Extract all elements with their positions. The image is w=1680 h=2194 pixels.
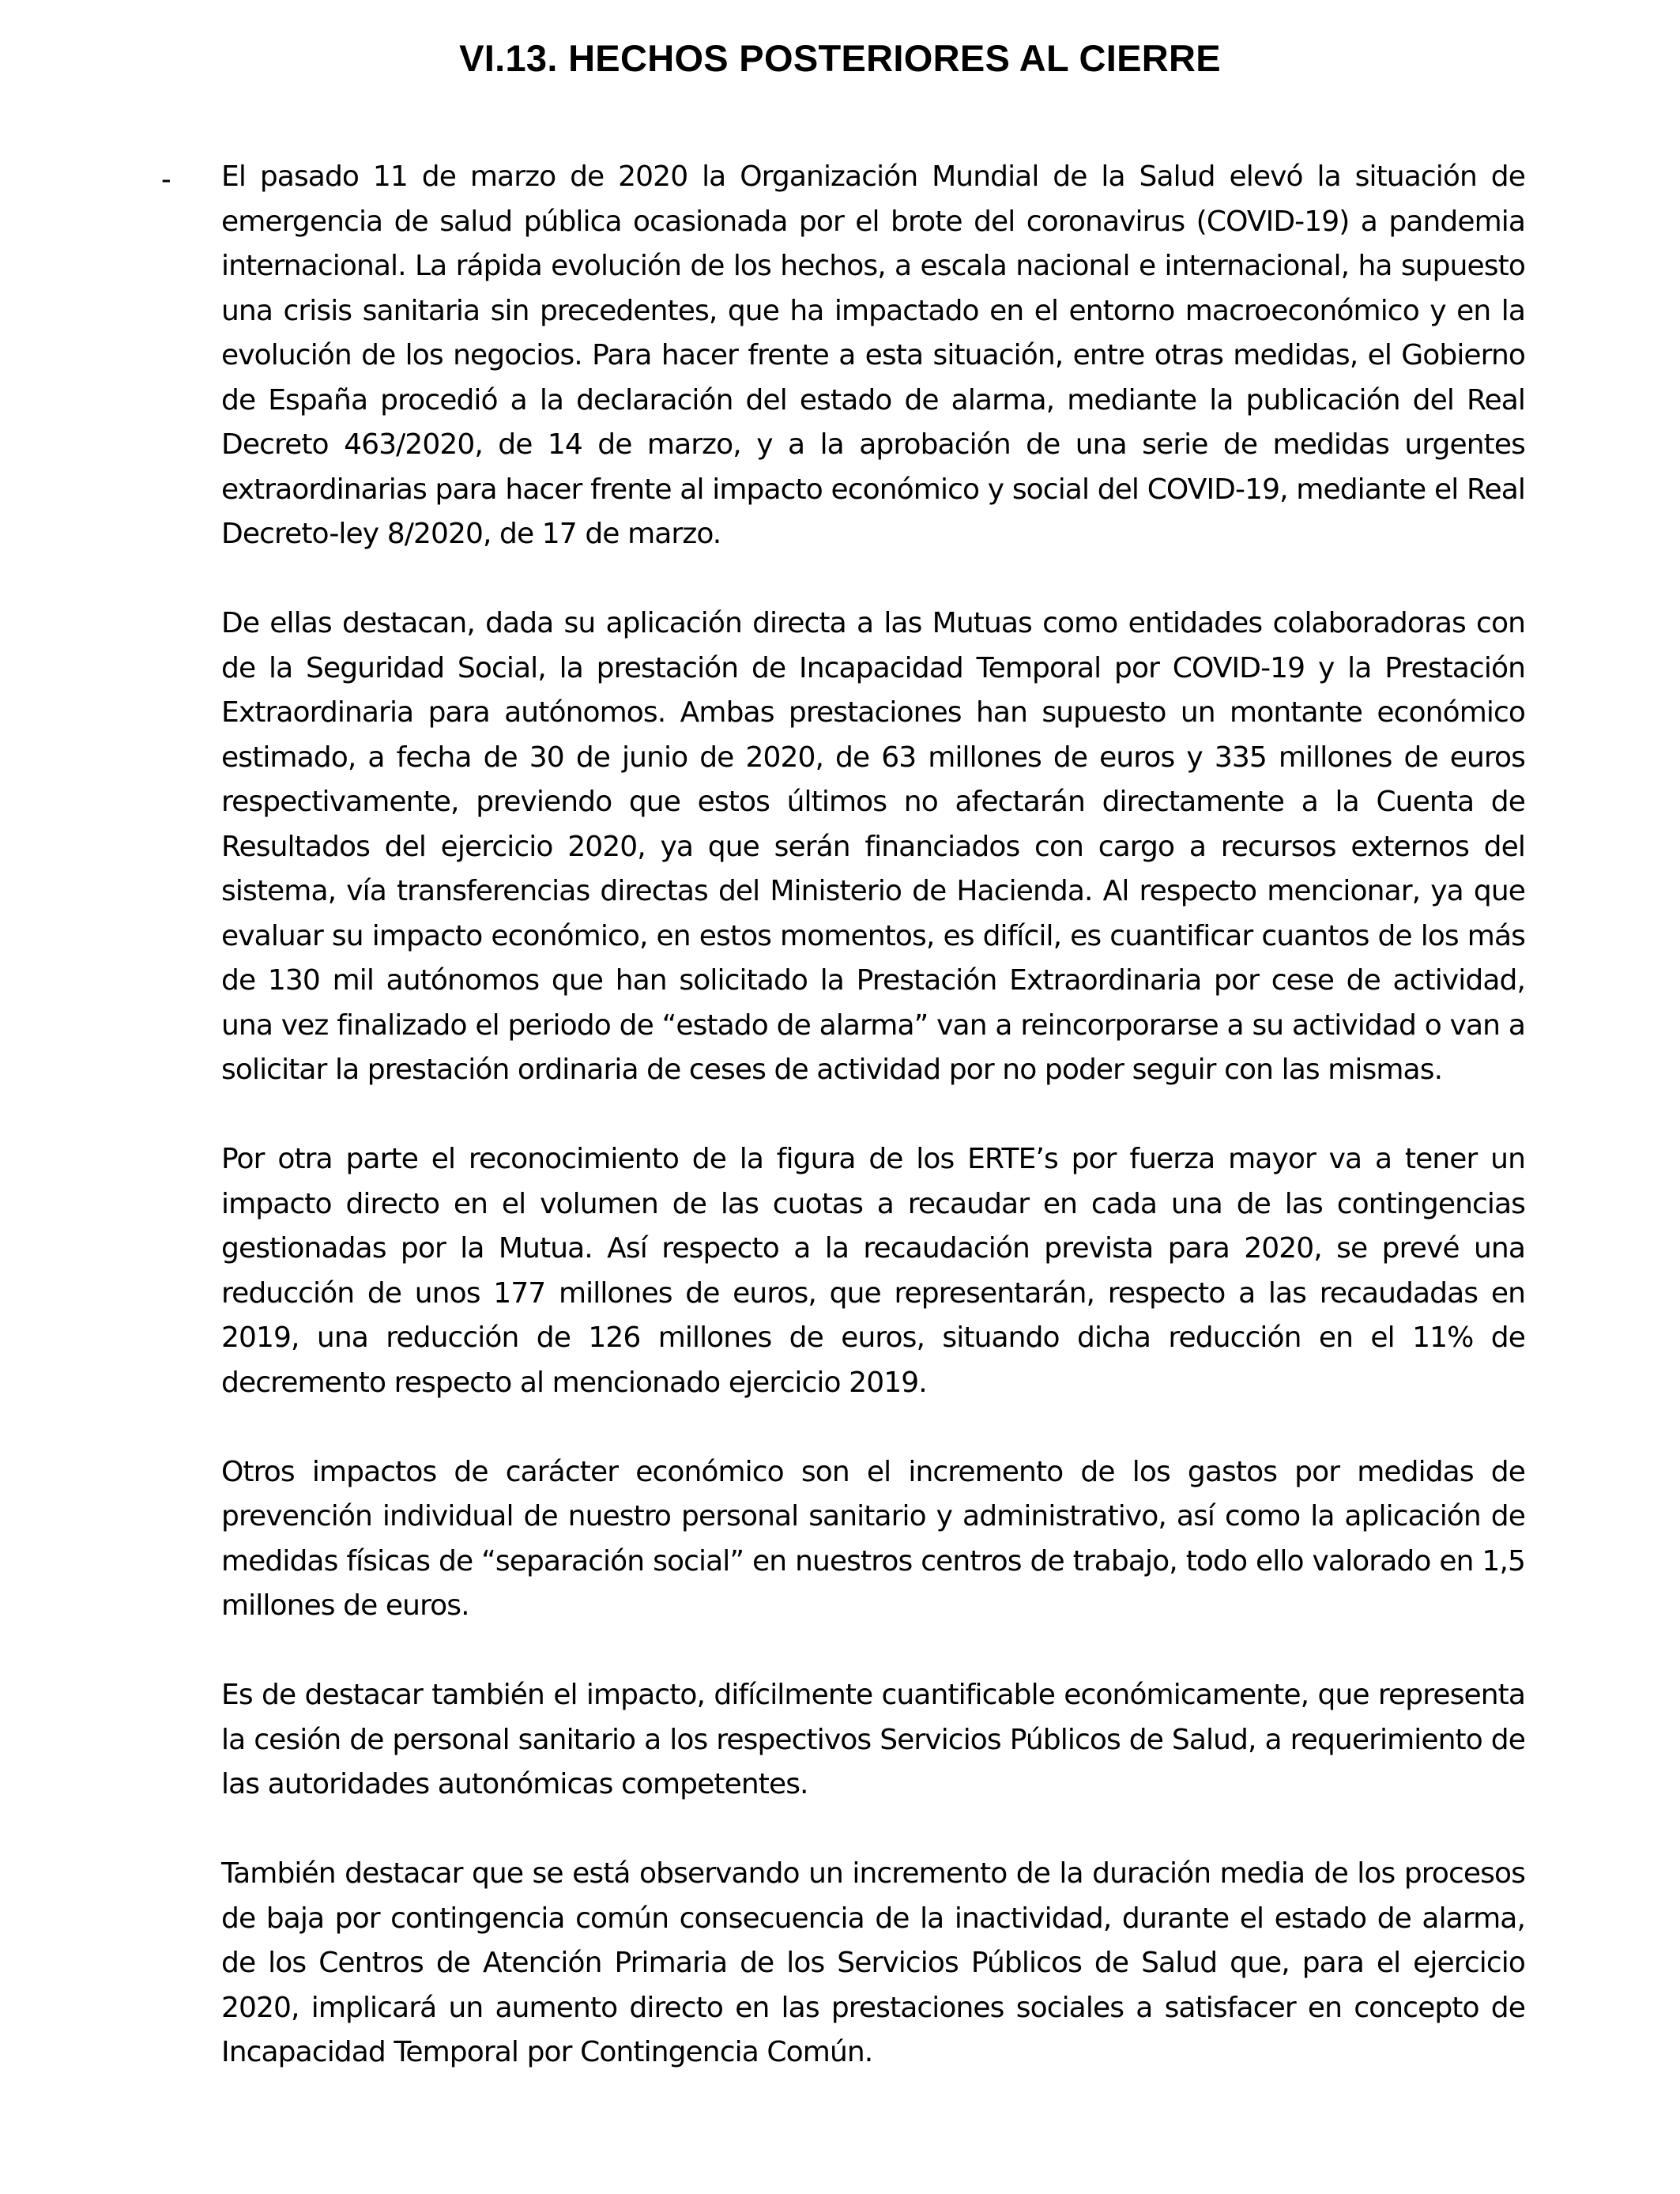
list-item-body <box>221 155 1525 2075</box>
paragraph-sick-leave-duration: También destacar que se está observando un incremento de la duración media de los procesos de baja por contingencia común consecuencia de la inactividad, durante el estado de alarma, de los Centros de Atención Primaria de los Servicios Públicos de Salud que, para el ejercicio 2020, implicará un aumento directo en las prestaciones sociales a satisfacer en concepto de Incapacidad Temporal por Contingencia Común. <box>221 1857 1525 2068</box>
paragraph-staff-transfer: Es de destacar también el impacto, difícilmente cuantificable económicamente, que representa la cesión de personal sanitario a los respectivos Servicios Públicos de Salud, a requerimiento de las autoridades autonómicas competentes. <box>221 1679 1525 1800</box>
paragraph-erte-contributions: Por otra parte el reconocimiento de la figura de los ERTE’s por fuerza mayor va a tener un impacto directo en el volumen de las cuotas a recaudar en cada una de las contingencias gestionadas por la Mutua. Así respecto a la recaudación prevista para 2020, se prevé una reducción de unos 177 millones de euros, que representarán, respecto a las recaudadas en 2019, una reducción de 126 millones de euros, situando dicha reducción en el 11% de decremento respecto al mencionado ejercicio 2019. <box>221 1143 1525 1399</box>
list-bullet-dash: - <box>161 163 171 196</box>
paragraph-covid-pandemic: El pasado 11 de marzo de 2020 la Organización Mundial de la Salud elevó la situación de emergencia de salud pública ocasionada por el brote del coronavirus (COVID-19) a pandemia internacional. La rápida evolución de los hechos, a escala nacional e internacional, ha supuesto una crisis sanitaria sin precedentes, que ha impactado en el entorno macroeconómico y en la evolución de los negocios. Para hacer frente a esta situación, entre otras medidas, el Gobierno de España procedió a la declaración del estado de alarma, mediante la publicación del Real Decreto 463/2020, de 14 de marzo, y a la aprobación de una serie de medidas urgentes extraordinarias para hacer frente al impacto económico y social del COVID-19, mediante el Real Decreto-ley 8/2020, de 17 de marzo. <box>221 160 1525 550</box>
section-title: VI.13. HECHOS POSTERIORES AL CIERRE <box>459 37 1221 79</box>
paragraph-prevention-costs: Otros impactos de carácter económico son el incremento de los gastos por medidas de prevención individual de nuestro personal sanitario y administrativo, así como la aplicación de medidas físicas de “separación social” en nuestros centros de trabajo, todo ello valorado en 1,5 millones de euros. <box>221 1455 1525 1622</box>
paragraph-benefits-impact: De ellas destacan, dada su aplicación directa a las Mutuas como entidades colaboradoras con de la Seguridad Social, la prestación de Incapacidad Temporal por COVID-19 y la Prestación Extraordinaria para autónomos. Ambas prestaciones han supuesto un montante económico estimado, a fecha de 30 de junio de 2020, de 63 millones de euros y 335 millones de euros respectivamente, previendo que estos últimos no afectarán directamente a la Cuenta de Resultados del ejercicio 2020, ya que serán financiados con cargo a recursos externos del sistema, vía transferencias directas del Ministerio de Hacienda. Al respecto mencionar, ya que evaluar su impacto económico, en estos momentos, es difícil, es cuantificar cuantos de los más de 130 mil autónomos que han solicitado la Prestación Extraordinaria por cese de actividad, una vez finalizado el periodo de “estado de alarma” van a reincorporarse a su actividad o van a solicitar la prestación ordinaria de ceses de actividad por no poder seguir con las mismas. <box>221 607 1525 1086</box>
